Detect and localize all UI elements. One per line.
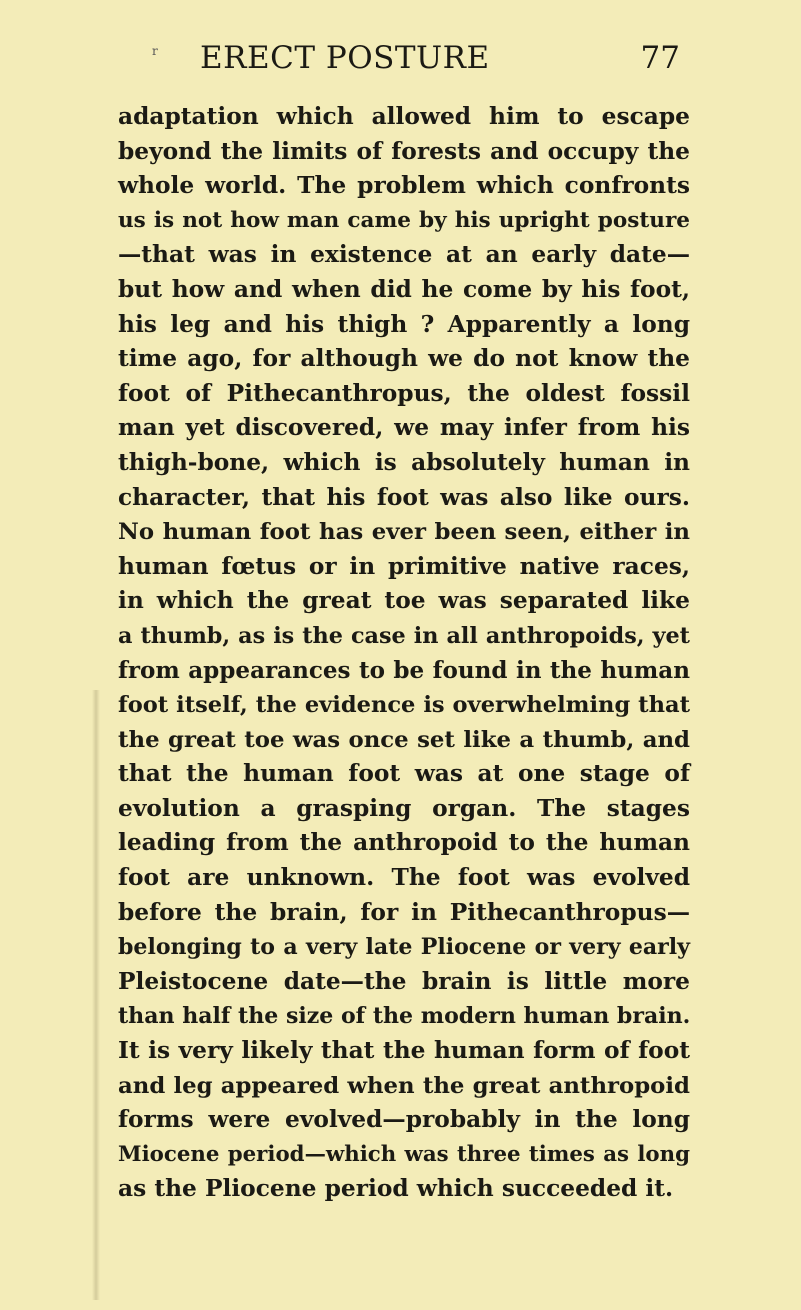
body-text (118, 100, 690, 1207)
text-line: foot of Pithecanthropus, the oldest fossil (118, 379, 690, 407)
text-line: foot itself, the evidence is overwhelming that (118, 692, 690, 719)
text-line: and leg appeared when the great anthropoid (118, 1072, 690, 1099)
text-line: man yet discovered, we may infer from his (118, 414, 690, 442)
text-line: forms were evolved—probably in the long (118, 1106, 690, 1134)
text-line: Miocene period—which was three times as long (118, 1141, 690, 1167)
text-line: thigh-bone, which is absolutely human in (118, 448, 690, 476)
running-head: ERECT POSTURE (200, 40, 490, 76)
text-line: leading from the anthropoid to the human (118, 829, 690, 857)
page-number: 77 (640, 40, 680, 76)
text-line: before the brain, for in Pithecanthropus— (118, 898, 690, 926)
text-line: a thumb, as is the case in all anthropoids, yet (118, 622, 690, 649)
text-line: adaptation which allowed him to escape (118, 103, 690, 130)
gutter-shadow (92, 690, 100, 1300)
text-line: in which the great toe was separated like (118, 587, 690, 615)
text-line: character, that his foot was also like ours. (118, 483, 690, 511)
text-line: foot are unknown. The foot was evolved (118, 864, 690, 892)
text-line: us is not how man came by his upright posture (118, 207, 690, 233)
text-line: as the Pliocene period which succeeded it. (118, 1175, 674, 1203)
text-line: human fœtus or in primitive native races, (118, 552, 690, 580)
margin-mark: r (152, 44, 158, 58)
text-line: from appearances to be found in the human (118, 656, 690, 684)
text-line: his leg and his thigh ? Apparently a long (118, 310, 690, 338)
text-line: It is very likely that the human form of foot (118, 1037, 690, 1065)
text-line: the great toe was once set like a thumb, and (118, 726, 690, 753)
text-line: beyond the limits of forests and occupy the (118, 137, 690, 165)
text-line: but how and when did he come by his foot, (118, 275, 690, 303)
text-line: than half the size of the modern human brain. (118, 1003, 691, 1030)
text-line: evolution a grasping organ. The stages (118, 794, 690, 822)
text-line: Pleistocene date—the brain is little more (118, 967, 690, 995)
text-line: that the human foot was at one stage of (118, 760, 690, 788)
text-line: No human foot has ever been seen, either in (118, 519, 690, 546)
text-line: time ago, for although we do not know the (118, 345, 690, 373)
text-line: —that was in existence at an early date— (118, 241, 690, 269)
text-line: belonging to a very late Pliocene or very early (118, 934, 690, 961)
text-line: whole world. The problem which confronts (118, 172, 690, 200)
page-header (140, 40, 680, 84)
